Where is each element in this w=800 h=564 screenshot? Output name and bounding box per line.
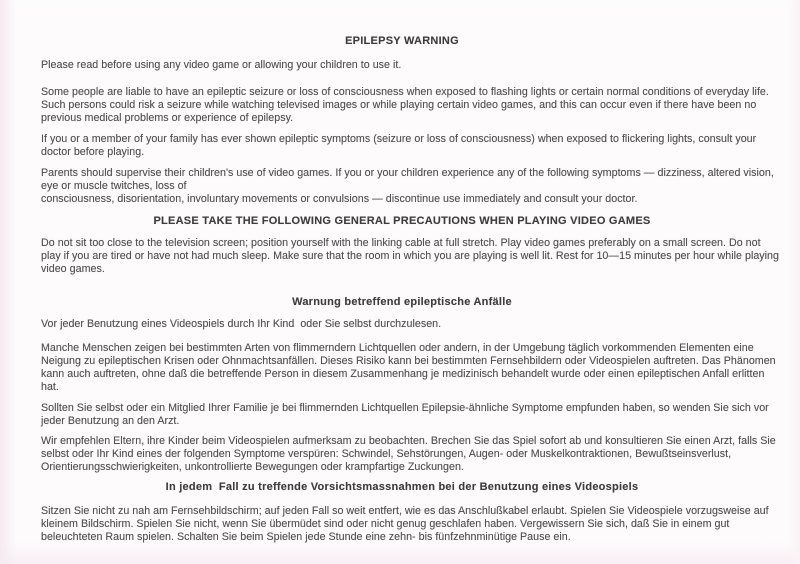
page-title: EPILEPSY WARNING — [345, 35, 459, 47]
paragraph-intro-de: Vor jeder Benutzung eines Videospiels durch Ihr Kind oder Sie selbst durchzulesen. — [41, 318, 442, 330]
paragraph-seizure-risk-en: Some people are liable to have an epileptic seizure or loss of consciousness when exposed to flashing lights or certain normal conditions of everyday life. Such persons could risk a seizure while watching televised images or while playing certain video games, and this can occur even if there have been no previous medical problems or experience of epilepsy. — [41, 86, 769, 124]
paragraph-seizure-risk-de: Manche Menschen zeigen bei bestimmten Arten von flimmerndern Lichtquellen oder andern, in der Umgebung täglich vorkommenden Elementen eine Neigung zu epileptischen Krisen oder Ohnmachtsanfällen. Dieses Risiko kann bei bestimmten Fernsehbildern oder Videospielen auftreten. Das Phänomen kann auch auftreten, ohne daß die betreffende Person in diesem Zusammenhang je medizinisch behandelt wurde oder einen epileptischen Anfall erlitten hat. — [41, 342, 776, 393]
paragraph-parental-supervision-de: Wir empfehlen Eltern, ihre Kinder beim Videospielen aufmerksam zu beobachten. Brechen Sie das Spiel sofort ab und konsultieren Sie einen Arzt, falls Sie selbst oder Ihr Kind eines der folgenden Symptome verspüren: Schwindel, Sehstörungen, Augen- oder Muskelkontraktionen, Bewußtseinsverlust, Orientierungsschwierigkeiten, unkontrollierte Bewegungen oder krampfartige Zuckungen. — [41, 435, 776, 473]
heading-precautions-de: In jedem Fall zu treffende Vorsichtsmassnahmen bei der Benutzung eines Videospiels — [165, 481, 639, 493]
paragraph-precautions-body-en: Do not sit too close to the television screen; position yourself with the linking cable at full stretch. Play video games preferably on a small screen. Do not play if you are tired or have not had much sleep. Make sure that the room in which you are playing is well lit. Rest for 10—15 minutes per hour while playing video games. — [41, 237, 779, 275]
paragraph-family-history-de: Sollten Sie selbst oder ein Mitglied Ihrer Familie je bei flimmernden Lichtquellen Epilepsie-ähnliche Symptome empfunden haben, so wenden Sie sich vor jeder Benutzung an den Arzt. — [41, 402, 769, 427]
paragraph-family-history-en: If you or a member of your family has ever shown epileptic symptoms (seizure or loss of consciousness) when exposed to flickering lights, consult your doctor before playing. — [41, 133, 757, 158]
heading-general-precautions-en: PLEASE TAKE THE FOLLOWING GENERAL PRECAUTIONS WHEN PLAYING VIDEO GAMES — [153, 215, 651, 227]
paragraph-parental-supervision-en: Parents should supervise their children's use of video games. If you or your children experience any of the following symptoms — dizziness, altered vision, eye or muscle twitches, loss of consciousness, disorientation, involuntary movements or convulsions — discontinue use immediately and consult your doctor. — [41, 167, 774, 205]
paragraph-intro-en: Please read before using any video game or allowing your children to use it. — [41, 59, 402, 71]
heading-epilepsy-warning-de: Warnung betreffend epileptische Anfälle — [292, 296, 512, 308]
paragraph-precautions-body-de: Sitzen Sie nicht zu nah am Fernsehbildschirm; auf jeden Fall so weit entfert, wie es das Anschlußkabel erlaubt. Spielen Sie Videospiele vorzugsweise auf kleinem Bildschirm. Spielen Sie nicht, wenn Sie übermüdet sind oder nicht genug geschlafen haben. Vergewissern Sie sich, daß Sie in einem gut beleuchteten Raum spielen. Schalten Sie beim Spielen jede Stunde eine zehn- bis fünfzehnminütige Pause ein. — [41, 505, 769, 543]
